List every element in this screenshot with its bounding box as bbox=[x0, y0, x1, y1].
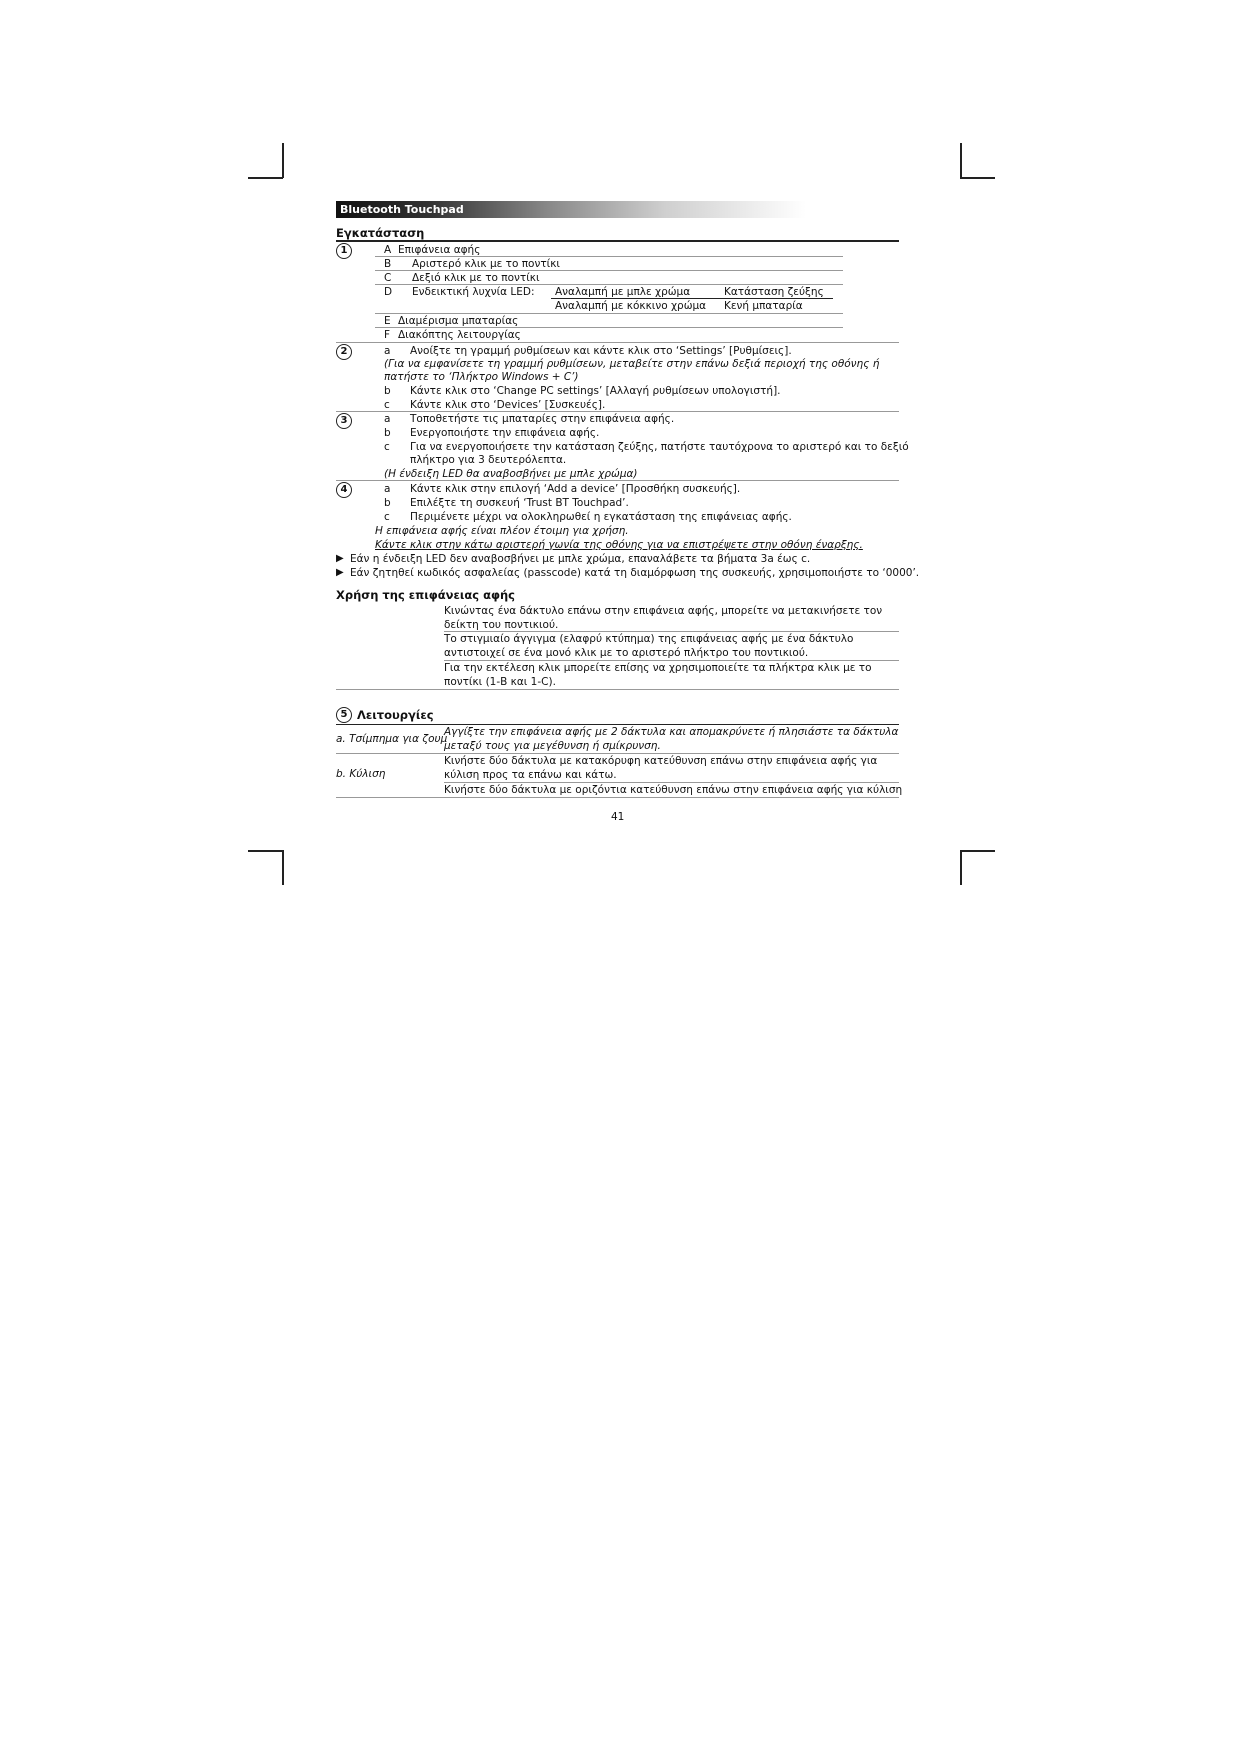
usage-row: Για την εκτέλεση κλικ μπορείτε επίσης να χρησιμοποιείτε τα πλήκτρα κλικ με το ποντίκι (1-B και 1-C). bbox=[444, 662, 872, 688]
divider bbox=[336, 797, 899, 798]
scroll-vertical-text: Κινήστε δύο δάκτυλα με κατακόρυφη κατεύθυνση επάνω στην επιφάνεια αφής για κύλιση προς τα επάνω και κάτω. bbox=[444, 755, 878, 781]
page-number: 41 bbox=[611, 811, 625, 823]
functions-number: 5 bbox=[336, 707, 352, 723]
crop-mark bbox=[248, 177, 283, 179]
led-blue-flash: Αναλαμπή με μπλε χρώμα bbox=[555, 286, 691, 298]
step-3c-text: πλήκτρο για 3 δευτερόλεπτα. bbox=[410, 454, 567, 466]
step-letter: c bbox=[384, 441, 390, 453]
item-letter: E bbox=[384, 315, 391, 327]
functions-heading: Λειτουργίες bbox=[357, 708, 434, 722]
step-letter: b bbox=[384, 497, 391, 509]
step-2c-text: Κάντε κλικ στο ‘Devices’ [Συσκευές]. bbox=[410, 399, 606, 411]
scroll-horizontal-text: Κινήστε δύο δάκτυλα με οριζόντια κατεύθυνση επάνω στην επιφάνεια αφής για κύλιση bbox=[444, 784, 903, 796]
step-3b-text: Ενεργοποιήστε την επιφάνεια αφής. bbox=[410, 427, 600, 439]
usage-row: Κινώντας ένα δάκτυλο επάνω στην επιφάνεια αφής, μπορείτε να μετακινήσετε τον δείκτη του ποντικιού. bbox=[444, 605, 883, 631]
step-3a-text: Τοποθετήστε τις μπαταρίες στην επιφάνεια αφής. bbox=[410, 413, 675, 425]
tip-text: Εάν η ένδειξη LED δεν αναβοσβήνει με μπλε χρώμα, επαναλάβετε τα βήματα 3a έως c. bbox=[350, 553, 811, 565]
led-red-flash: Αναλαμπή με κόκκινο χρώμα bbox=[555, 300, 707, 312]
install-heading: Εγκατάσταση bbox=[336, 226, 425, 240]
step-letter: a bbox=[384, 483, 391, 495]
step-3c-text: Για να ενεργοποιήσετε την κατάσταση ζεύξης, πατήστε ταυτόχρονα το αριστερό και το δεξιό bbox=[410, 441, 909, 453]
step-3-note: (Η ένδειξη LED θα αναβοσβήνει με μπλε χρώμα) bbox=[384, 468, 638, 480]
step-4-note: Η επιφάνεια αφής είναι πλέον έτοιμη για χρήση. bbox=[375, 525, 629, 537]
step-3-number: 3 bbox=[336, 413, 352, 429]
divider bbox=[336, 342, 899, 343]
step-4b-text: Επιλέξτε τη συσκευή ‘Trust BT Touchpad’. bbox=[410, 497, 629, 509]
led-pairing-mode: Κατάσταση ζεύξης bbox=[724, 286, 824, 298]
tip-text: Εάν ζητηθεί κωδικός ασφαλείας (passcode) κατά τη διαμόρφωση της συσκευής, χρησιμοποιήστε το ‘0000’. bbox=[350, 567, 920, 579]
zoom-label: a. Τσίμπημα για ζουμ bbox=[336, 733, 448, 745]
step-letter: c bbox=[384, 511, 390, 523]
step-4c-text: Περιμένετε μέχρι να ολοκληρωθεί η εγκατάσταση της επιφάνειας αφής. bbox=[410, 511, 792, 523]
item-text: Επιφάνεια αφής bbox=[398, 244, 481, 256]
scroll-label: b. Κύλιση bbox=[336, 768, 386, 780]
led-low-battery: Κενή μπαταρία bbox=[724, 300, 803, 312]
crop-mark bbox=[960, 850, 995, 852]
header-title: Bluetooth Touchpad bbox=[340, 203, 464, 216]
item-letter: D bbox=[384, 286, 393, 298]
step-2a-note: πατήστε το ‘Πλήκτρο Windows + C’) bbox=[384, 371, 579, 383]
item-letter: A bbox=[384, 244, 392, 256]
step-2-number: 2 bbox=[336, 344, 352, 360]
install-rule bbox=[336, 240, 899, 242]
item-text: Διακόπτης λειτουργίας bbox=[398, 329, 521, 341]
step-letter: a bbox=[384, 413, 391, 425]
step-4-number: 4 bbox=[336, 482, 352, 498]
step-1-number: 1 bbox=[336, 243, 352, 259]
item-letter: C bbox=[384, 272, 392, 284]
crop-mark bbox=[960, 143, 962, 178]
usage-heading: Χρήση της επιφάνειας αφής bbox=[336, 588, 515, 602]
step-letter: c bbox=[384, 399, 390, 411]
bullet-arrow-icon: ▶ bbox=[336, 567, 344, 578]
crop-mark bbox=[248, 850, 283, 852]
step-letter: b bbox=[384, 427, 391, 439]
crop-mark bbox=[960, 850, 962, 885]
bullet-arrow-icon: ▶ bbox=[336, 553, 344, 564]
item-letter: B bbox=[384, 258, 392, 270]
crop-mark bbox=[960, 177, 995, 179]
step-2a-note: (Για να εμφανίσετε τη γραμμή ρυθμίσεων, μεταβείτε στην επάνω δεξιά περιοχή της οθόνης ή bbox=[384, 358, 880, 370]
step-letter: a bbox=[384, 345, 391, 357]
crop-mark bbox=[282, 850, 284, 885]
item-text: Ενδεικτική λυχνία LED: bbox=[412, 286, 535, 298]
divider bbox=[336, 689, 899, 690]
zoom-text: Αγγίξτε την επιφάνεια αφής με 2 δάκτυλα και απομακρύνετε ή πλησιάστε τα δάκτυλα μεταξύ τους για μεγέθυνση ή σμίκρυνση. bbox=[444, 726, 899, 752]
step-2a-text: Ανοίξτε τη γραμμή ρυθμίσεων και κάντε κλικ στο ‘Settings’ [Ρυθμίσεις]. bbox=[410, 345, 792, 357]
item-text: Δεξιό κλικ με το ποντίκι bbox=[412, 272, 540, 284]
divider bbox=[336, 480, 899, 481]
item-text: Διαμέρισμα μπαταρίας bbox=[398, 315, 519, 327]
step-4-note: Κάντε κλικ στην κάτω αριστερή γωνία της οθόνης για να επιστρέψετε στην οθόνη έναρξης. bbox=[375, 539, 863, 551]
crop-mark bbox=[282, 143, 284, 178]
step-4a-text: Κάντε κλικ στην επιλογή ‘Add a device’ [Προσθήκη συσκευής]. bbox=[410, 483, 741, 495]
step-2b-text: Κάντε κλικ στο ‘Change PC settings’ [Αλλαγή ρυθμίσεων υπολογιστή]. bbox=[410, 385, 781, 397]
step-letter: b bbox=[384, 385, 391, 397]
item-text: Αριστερό κλικ με το ποντίκι bbox=[412, 258, 560, 270]
usage-row: Το στιγμιαίο άγγιγμα (ελαφρύ κτύπημα) της επιφάνειας αφής με ένα δάκτυλο αντιστοιχεί σε ένα μονό κλικ με το αριστερό πλήκτρο του ποντικιού. bbox=[444, 633, 854, 659]
item-letter: F bbox=[384, 329, 391, 341]
